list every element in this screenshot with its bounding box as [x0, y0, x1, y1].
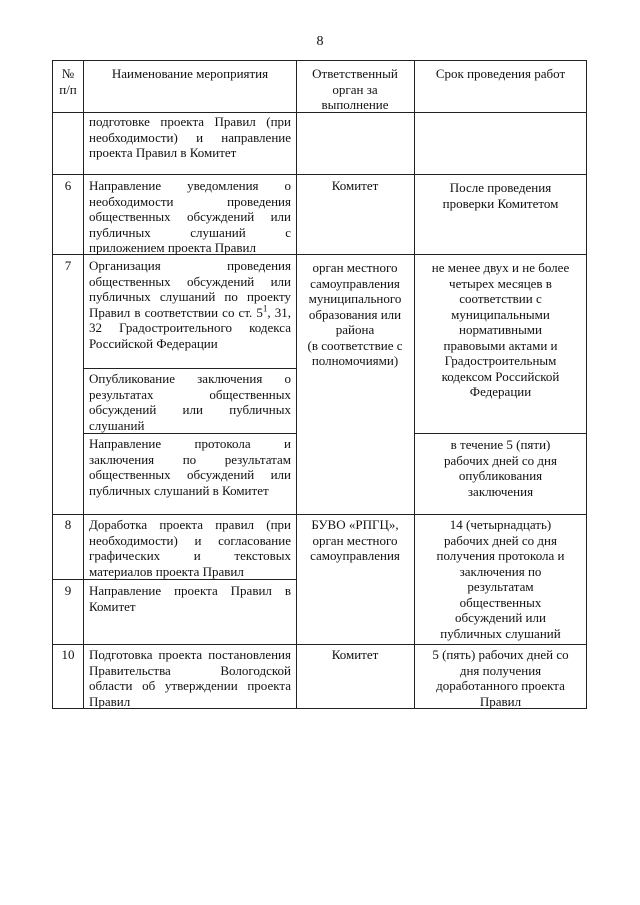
row6-responsible: Комитет: [331, 178, 379, 193]
table-border-top: [52, 60, 587, 61]
row7-term-sending: в течение 5 (пяти) рабочих дней со дня опубликования заключения: [444, 437, 557, 499]
row7-term-main: не менее двух и не более четырех месяцев в соответствии с муниципальными нормативными правовыми актами и Градостроительным кодексом Российской Федерации: [431, 260, 570, 399]
table-divider-3: [414, 60, 415, 708]
row10-term: 5 (пять) рабочих дней со дня получения доработанного проекта Правил: [432, 647, 569, 709]
row10-responsible: Комитет: [331, 647, 379, 662]
row9-bottom-line: [52, 644, 587, 645]
header-term: Срок проведения работ: [435, 66, 566, 81]
row7-term-line: [414, 433, 587, 434]
header-activity-name: Наименование мероприятия: [111, 66, 269, 81]
row7-responsible: орган местного самоуправления муниципального образования или района (в соответствие с полномочиями): [307, 260, 403, 368]
row7-number: 7: [64, 258, 72, 273]
row-cont-name: подготовке проекта Правил (при необходимости) и направление проекта Правил в Комитет: [89, 114, 291, 160]
row7-bottom-line: [52, 514, 587, 515]
header-number: № п/п: [59, 66, 77, 97]
row10-name: Подготовка проекта постановления Правительства Вологодской области об утверждении проекта Правил: [89, 647, 291, 709]
row7-name-organization: [89, 258, 291, 351]
row7-name-publication: Опубликование заключения о результатах общественных обсуждений или публичных слушаний: [89, 371, 291, 433]
table-border-right: [586, 60, 587, 708]
row8-name: Доработка проекта правил (при необходимости) и согласование графических и текстовых материалов проекта Правил: [89, 517, 291, 579]
table-divider-2: [296, 60, 297, 708]
row9-number: 9: [64, 583, 72, 598]
row-cont-bottom-line: [52, 174, 587, 175]
row6-name: Направление уведомления о необходимости проведения общественных обсуждений или публичных слушаний с приложением проекта Правил: [89, 178, 291, 255]
row8-9-line: [52, 579, 297, 580]
table-border-left: [52, 60, 53, 708]
row7-sub-line-2: [83, 433, 297, 434]
row7-name-organization-tail: , 31, 32 Градостроительного кодекса Российской Федерации: [89, 304, 292, 351]
page-number: 8: [316, 34, 324, 49]
row8-term: 14 (четырнадцать) рабочих дней со дня получения протокола и заключения по результатам общественных обсуждений или публичных слушаний: [436, 517, 565, 641]
row10-number: 10: [61, 647, 75, 662]
row6-number: 6: [64, 178, 72, 193]
row7-name-sending: Направление протокола и заключения по результатам общественных обсуждений или публичных слушаний в Комитет: [89, 436, 291, 498]
row6-term: После проведения проверки Комитетом: [442, 180, 559, 211]
table-divider-1: [83, 60, 84, 708]
row7-sub-line-1: [83, 368, 297, 369]
row7-name-organization-text: Организация проведения общественных обсуждений или публичных слушаний по проекту Правил в соответствии со ст. 5: [89, 258, 291, 320]
row7-article-superscript: 1: [262, 303, 268, 314]
header-responsible: Ответственный орган за выполнение: [312, 66, 398, 112]
row9-name: Направление проекта Правил в Комитет: [89, 583, 291, 614]
row8-number: 8: [64, 517, 72, 532]
row8-responsible: БУВО «РПГЦ», орган местного самоуправления: [310, 517, 400, 563]
